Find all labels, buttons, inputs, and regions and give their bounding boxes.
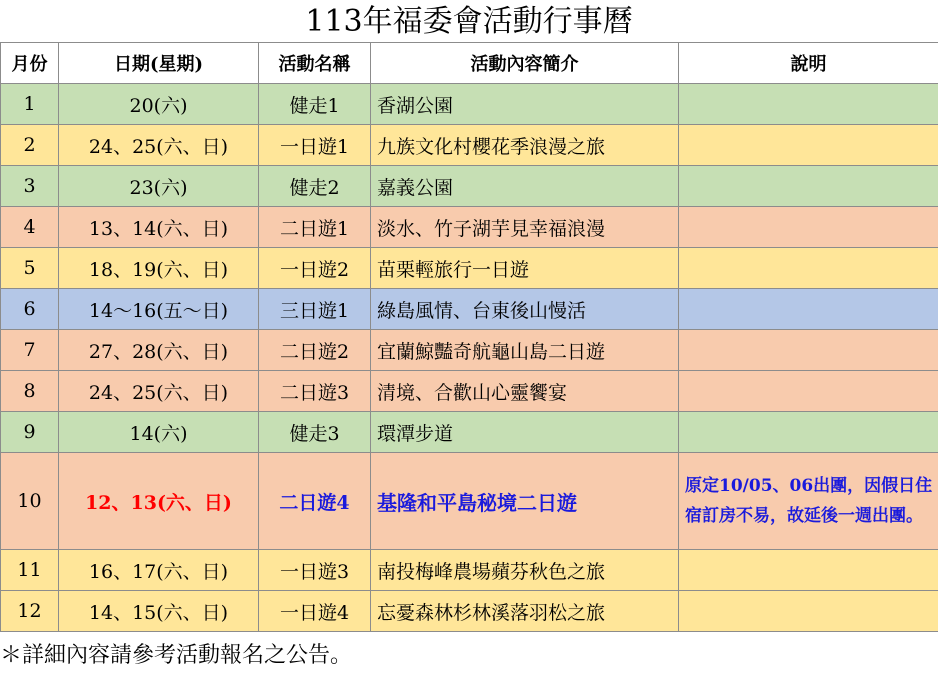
description-cell: 宜蘭鯨豔奇航龜山島二日遊 bbox=[371, 330, 679, 371]
activity-name-cell: 健走3 bbox=[259, 412, 371, 453]
table-row bbox=[1, 371, 938, 412]
description-cell: 忘憂森林杉林溪落羽松之旅 bbox=[371, 591, 679, 632]
month-cell: 7 bbox=[1, 330, 59, 371]
notes-cell bbox=[679, 371, 938, 412]
table-row bbox=[1, 125, 938, 166]
notes-cell bbox=[679, 289, 938, 330]
month-cell: 4 bbox=[1, 207, 59, 248]
footer-note: ＊詳細內容請參考活動報名之公告。 bbox=[0, 643, 353, 668]
activity-name-cell: 二日遊3 bbox=[259, 371, 371, 412]
col-header-description: 活動內容簡介 bbox=[371, 43, 679, 84]
date-cell: 18、19(六、日) bbox=[59, 248, 259, 289]
month-cell: 9 bbox=[1, 412, 59, 453]
notes-cell bbox=[679, 550, 938, 591]
notes-cell bbox=[679, 591, 938, 632]
activity-name-cell: 健走2 bbox=[259, 166, 371, 207]
table-row bbox=[1, 289, 938, 330]
table-row bbox=[1, 330, 938, 371]
table-row bbox=[1, 166, 938, 207]
notes-cell bbox=[679, 207, 938, 248]
page-title: 113年福委會活動行事曆 bbox=[305, 4, 633, 39]
month-cell: 10 bbox=[1, 453, 59, 550]
description-cell: 南投梅峰農場蘋芬秋色之旅 bbox=[371, 550, 679, 591]
date-cell: 23(六) bbox=[59, 166, 259, 207]
description-cell: 環潭步道 bbox=[371, 412, 679, 453]
col-header-activity-name: 活動名稱 bbox=[259, 43, 371, 84]
table-row bbox=[1, 248, 938, 289]
table-row bbox=[1, 591, 938, 632]
description-cell: 苗栗輕旅行一日遊 bbox=[371, 248, 679, 289]
activity-name-cell: 健走1 bbox=[259, 84, 371, 125]
notes-cell bbox=[679, 412, 938, 453]
date-cell: 14～16(五～日) bbox=[59, 289, 259, 330]
date-cell: 27、28(六、日) bbox=[59, 330, 259, 371]
activity-name-cell: 一日遊4 bbox=[259, 591, 371, 632]
table-row bbox=[1, 207, 938, 248]
month-cell: 12 bbox=[1, 591, 59, 632]
month-cell: 3 bbox=[1, 166, 59, 207]
date-cell: 13、14(六、日) bbox=[59, 207, 259, 248]
month-cell: 5 bbox=[1, 248, 59, 289]
description-cell: 嘉義公園 bbox=[371, 166, 679, 207]
date-cell: 14、15(六、日) bbox=[59, 591, 259, 632]
activity-name-cell: 一日遊3 bbox=[259, 550, 371, 591]
col-header-notes: 說明 bbox=[679, 43, 938, 84]
month-cell: 2 bbox=[1, 125, 59, 166]
activity-name-cell: 二日遊2 bbox=[259, 330, 371, 371]
description-cell: 香湖公園 bbox=[371, 84, 679, 125]
description-cell: 清境、合歡山心靈饗宴 bbox=[371, 371, 679, 412]
date-cell: 14(六) bbox=[59, 412, 259, 453]
date-cell: 24、25(六、日) bbox=[59, 125, 259, 166]
table-row bbox=[1, 412, 938, 453]
notes-cell bbox=[679, 125, 938, 166]
activity-calendar-table bbox=[0, 42, 938, 632]
date-cell: 20(六) bbox=[59, 84, 259, 125]
month-cell: 8 bbox=[1, 371, 59, 412]
month-cell: 6 bbox=[1, 289, 59, 330]
description-cell: 九族文化村櫻花季浪漫之旅 bbox=[371, 125, 679, 166]
description-cell: 綠島風情、台東後山慢活 bbox=[371, 289, 679, 330]
activity-name-cell: 一日遊1 bbox=[259, 125, 371, 166]
notes-cell bbox=[679, 248, 938, 289]
notes-cell: 原定10/05、06出團，因假日住宿訂房不易，故延後一週出團。 bbox=[679, 453, 938, 550]
activity-name-cell: 一日遊2 bbox=[259, 248, 371, 289]
table-row-highlighted bbox=[1, 453, 938, 550]
date-cell: 12、13(六、日) bbox=[59, 453, 259, 550]
activity-name-cell: 二日遊4 bbox=[259, 453, 371, 550]
notes-cell bbox=[679, 166, 938, 207]
col-header-date: 日期(星期) bbox=[59, 43, 259, 84]
date-cell: 16、17(六、日) bbox=[59, 550, 259, 591]
description-cell: 淡水、竹子湖芋見幸福浪漫 bbox=[371, 207, 679, 248]
month-cell: 11 bbox=[1, 550, 59, 591]
description-cell: 基隆和平島秘境二日遊 bbox=[371, 453, 679, 550]
month-cell: 1 bbox=[1, 84, 59, 125]
col-header-month: 月份 bbox=[1, 43, 59, 84]
table-header-row bbox=[1, 43, 938, 84]
notes-cell bbox=[679, 84, 938, 125]
date-cell: 24、25(六、日) bbox=[59, 371, 259, 412]
table-row bbox=[1, 550, 938, 591]
notes-cell bbox=[679, 330, 938, 371]
table-row bbox=[1, 84, 938, 125]
activity-name-cell: 二日遊1 bbox=[259, 207, 371, 248]
activity-name-cell: 三日遊1 bbox=[259, 289, 371, 330]
